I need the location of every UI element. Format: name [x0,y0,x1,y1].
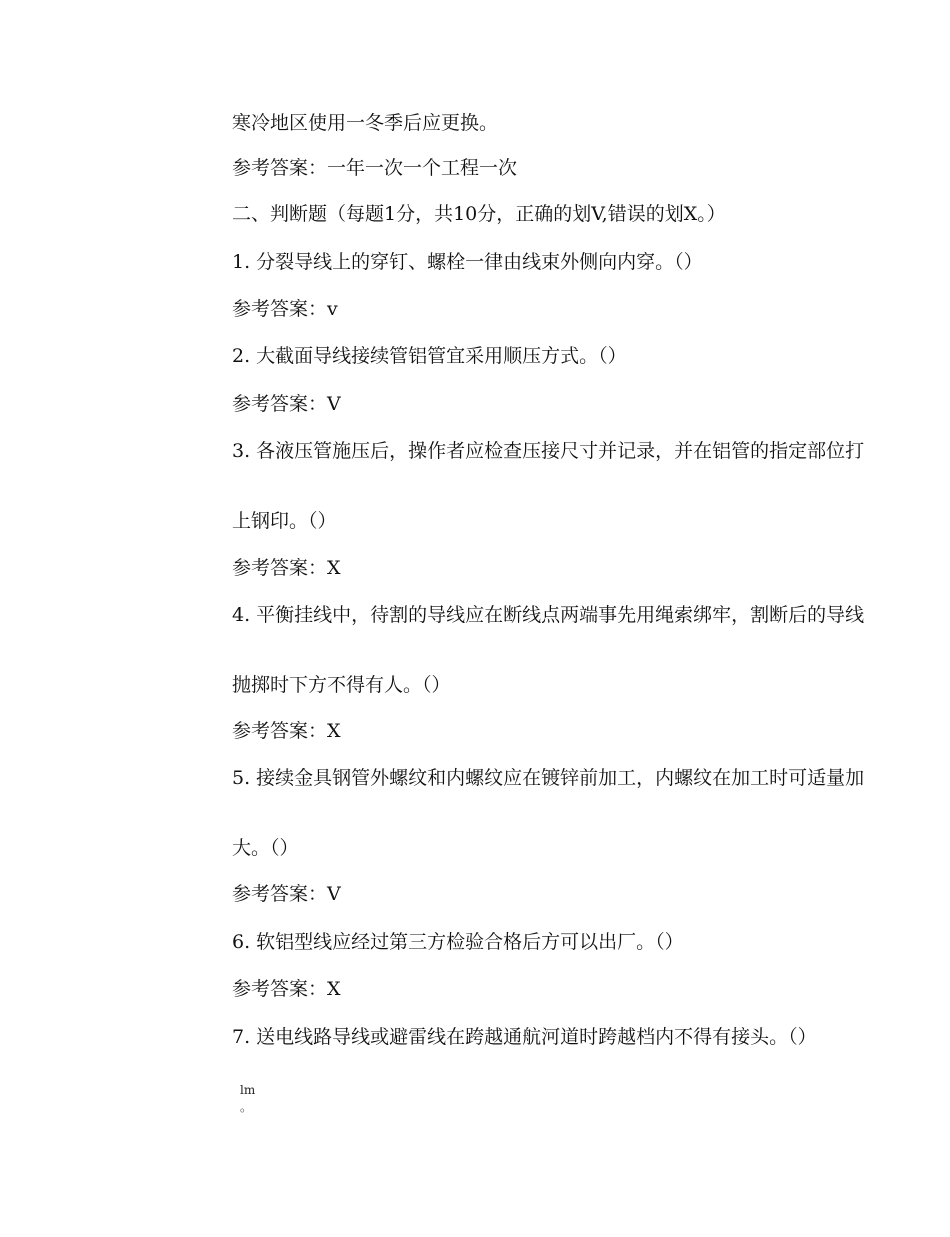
question-4-continued: 抛掷时下方不得有人。（） [232,674,451,696]
text-line: 寒冷地区使用一冬季后应更换。 [232,112,499,134]
answer-5: 参考答案：V [232,883,341,905]
question-5: 5. 接续金具钢管外螺纹和内螺纹应在镀锌前加工，内螺纹在加工时可适量加 [232,767,865,789]
footer-mark-lm: lm [240,1083,256,1097]
answer-line: 参考答案：一年一次一个工程一次 [232,157,518,179]
question-2: 2. 大截面导线接续管铝管宜采用顺压方式。（） [232,345,627,367]
question-4: 4. 平衡挂线中，待割的导线应在断线点两端事先用绳索绑牢，割断后的导线 [232,604,865,626]
question-5-continued: 大。（） [232,837,299,859]
question-3: 3. 各液压管施压后，操作者应检查压接尺寸并记录，并在铝管的指定部位打 [232,440,865,462]
question-1: 1. 分裂导线上的穿钉、螺栓一律由线束外侧向内穿。（） [232,251,703,273]
answer-2: 参考答案：V [232,393,341,415]
question-6: 6. 软铝型线应经过第三方检验合格后方可以出厂。（） [232,931,684,953]
answer-4: 参考答案：X [232,720,341,742]
section-heading: 二、判断题（每题1分，共10分，正确的划V,错误的划X。） [232,203,726,225]
footer-mark-period: 。 [240,1100,253,1114]
question-3-continued: 上钢印。（） [232,510,337,532]
answer-1: 参考答案：v [232,298,338,320]
answer-3: 参考答案：X [232,557,341,579]
question-7: 7. 送电线路导线或避雷线在跨越通航河道时跨越档内不得有接头。（） [232,1026,817,1048]
answer-6: 参考答案：X [232,978,341,1000]
